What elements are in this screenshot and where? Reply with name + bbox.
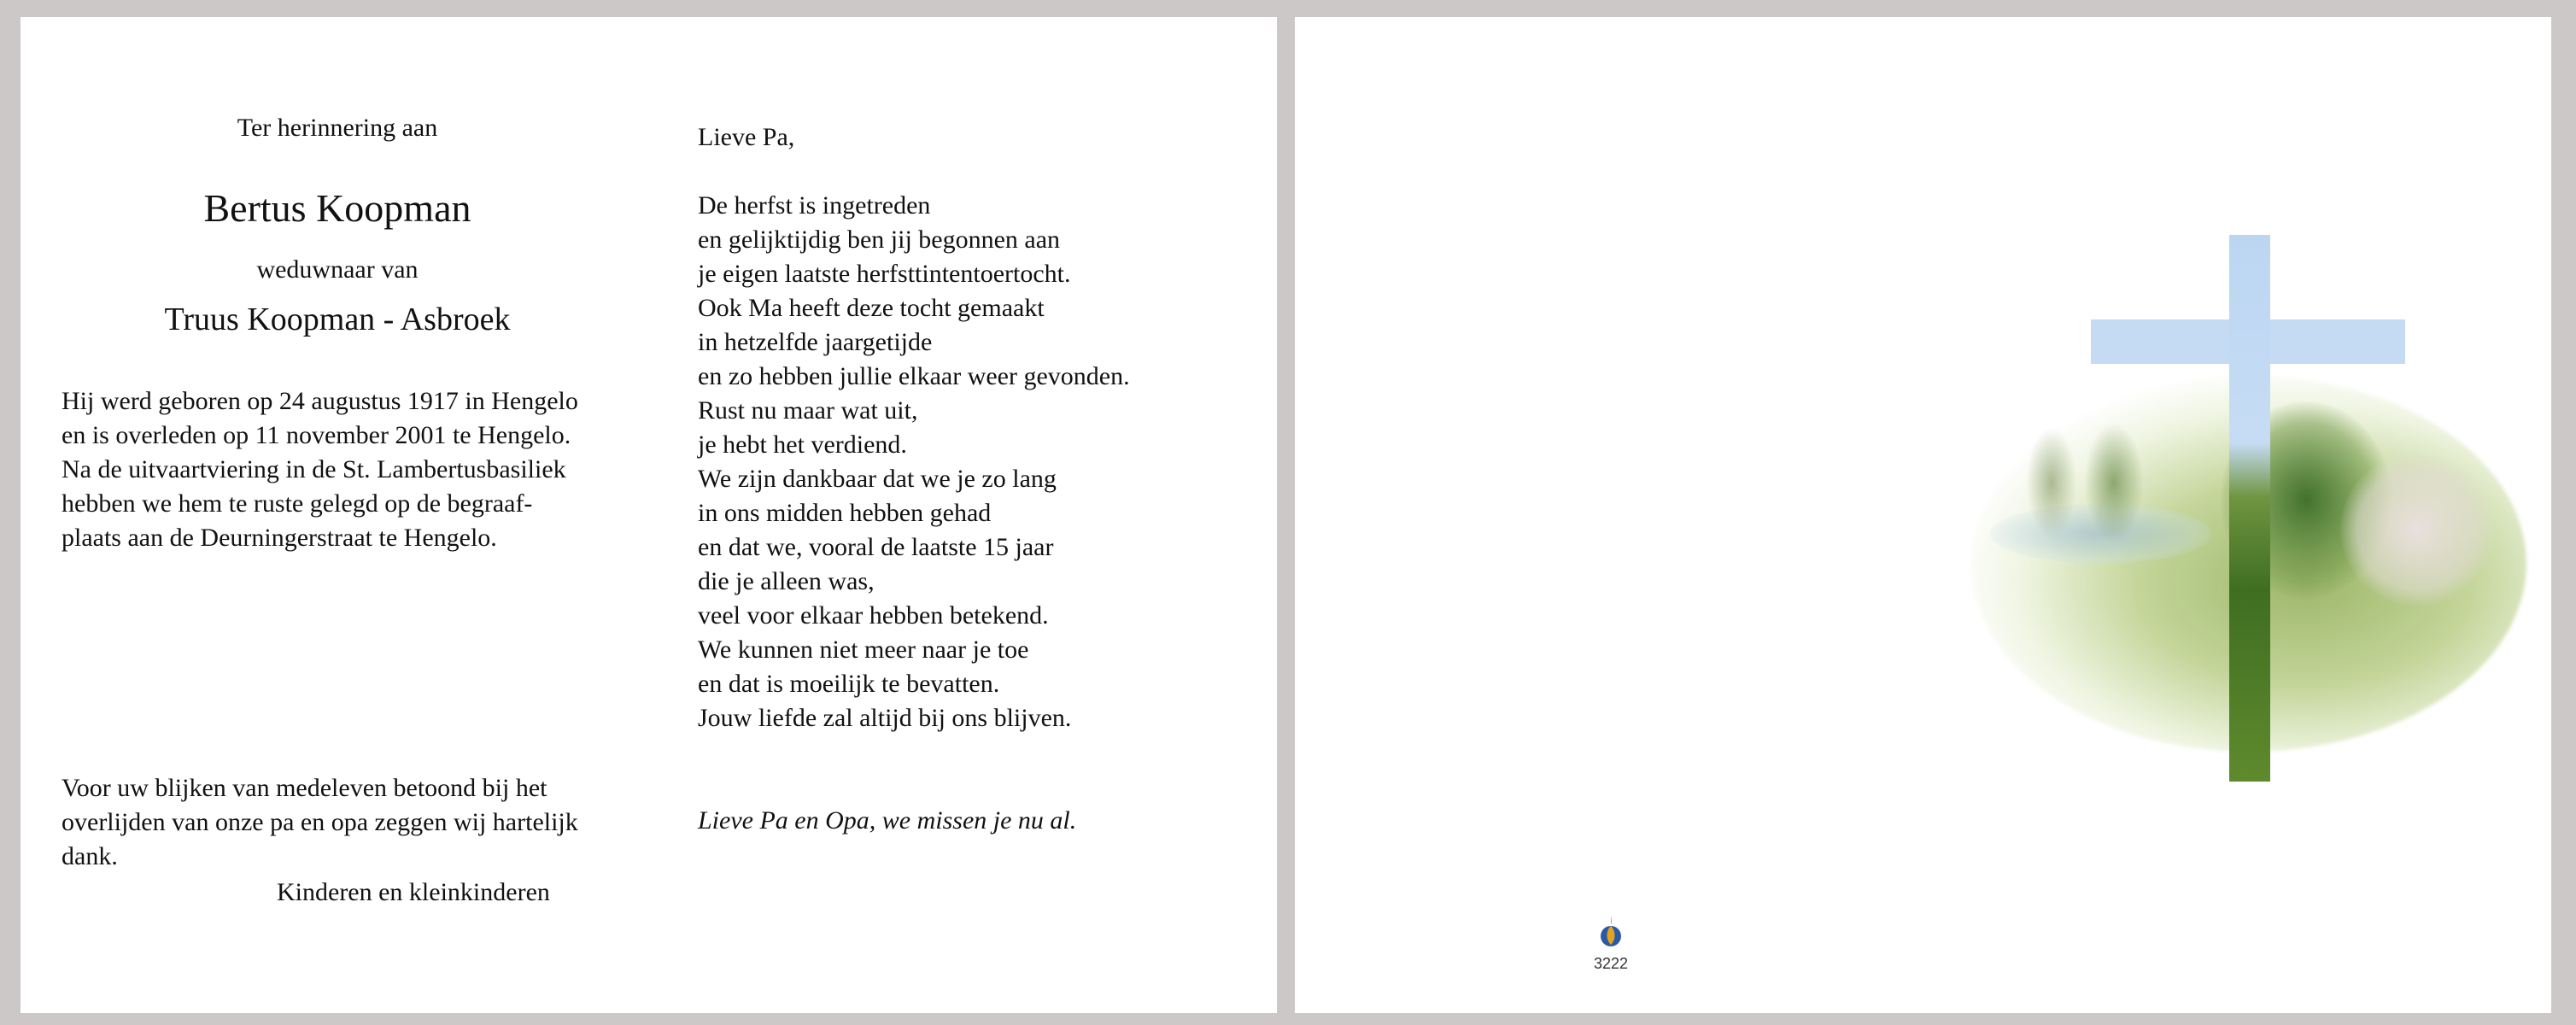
blossom-tree-shape	[2340, 453, 2494, 606]
poem-line: We zijn dankbaar dat we je zo lang	[698, 465, 1057, 493]
poem-line: We kunnen niet meer naar je toe	[698, 636, 1029, 664]
bio-line: hebben we hem te ruste gelegd op de begraaf-	[61, 489, 533, 518]
poem-line: Ook Ma heeft deze tocht gemaakt	[698, 294, 1045, 322]
poem-line: die je alleen was,	[698, 567, 875, 595]
deceased-name: Bertus Koopman	[203, 186, 471, 230]
poem-line: en zo hebben jullie elkaar weer gevonden.	[698, 362, 1130, 390]
signature-text: Kinderen en kleinkinderen	[277, 878, 550, 906]
thanks-paragraph	[61, 771, 578, 874]
poem-line: en gelijktijdig ben jij begonnen aan	[698, 226, 1061, 254]
poem-line: in ons midden hebben gehad	[698, 499, 992, 527]
bio-paragraph	[61, 384, 578, 555]
thanks-line: Voor uw blijken van medeleven betoond bij het	[61, 774, 547, 802]
poem-line: je eigen laatste herfsttintentoertocht.	[698, 260, 1071, 288]
relation-text: weduwnaar van	[256, 255, 419, 284]
poem-line: en dat we, vooral de laatste 15 jaar	[698, 533, 1054, 561]
cross-upright	[2229, 235, 2270, 782]
card-code: 3222	[1593, 955, 1629, 972]
tree-shape	[2084, 423, 2144, 542]
bio-line: Na de uitvaartviering in de St. Lambertusbasiliek	[61, 455, 566, 483]
thanks-line: dank.	[61, 842, 118, 870]
intro-text: Ter herinnering aan	[237, 114, 438, 142]
poem-line: en dat is moeilijk te bevatten.	[698, 670, 1000, 698]
bio-line: plaats aan de Deurningerstraat te Hengelo.	[61, 524, 497, 552]
spouse-name: Truus Koopman - Asbroek	[164, 302, 511, 337]
greeting-text: Lieve Pa,	[698, 123, 795, 151]
bio-line: Hij werd geboren op 24 augustus 1917 in Hengelo	[61, 387, 578, 415]
tree-shape	[2026, 427, 2077, 538]
poem	[698, 189, 1130, 735]
thanks-line: overlijden van onze pa en opa zeggen wij hartelijk	[61, 808, 578, 836]
poem-line: Rust nu maar wat uit,	[698, 396, 918, 425]
poem-line: in hetzelfde jaargetijde	[698, 328, 933, 356]
bio-line: en is overleden op 11 november 2001 te Hengelo.	[61, 421, 571, 449]
flame-drop-icon	[1597, 914, 1625, 948]
poem-line: veel voor elkaar hebben betekend.	[698, 601, 1049, 630]
poem-line: Jouw liefde zal altijd bij ons blijven.	[698, 704, 1072, 732]
closing-text: Lieve Pa en Opa, we missen je nu al.	[698, 806, 1077, 835]
poem-line: je hebt het verdiend.	[698, 430, 907, 459]
poem-line: De herfst is ingetreden	[698, 191, 931, 220]
